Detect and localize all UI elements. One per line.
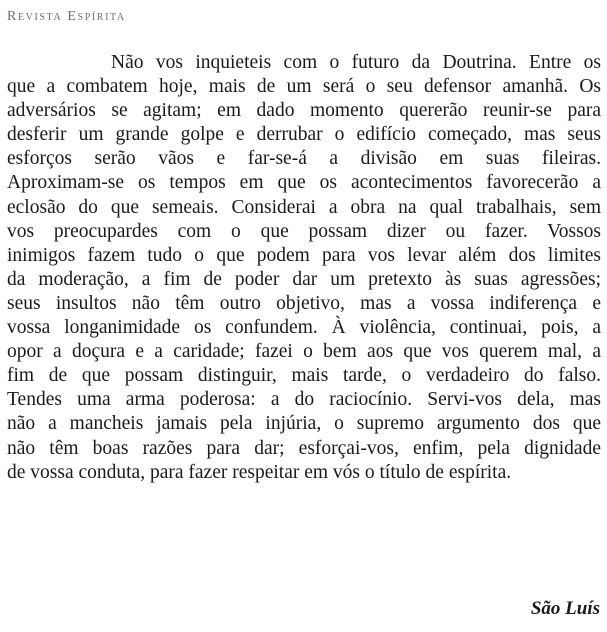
text-line: Tendes uma arma poderosa: a do raciocínio. Servi-vos dela, mas bbox=[7, 389, 601, 411]
signature: São Luís bbox=[530, 598, 600, 619]
text-line: fim de que possam distinguir, mais tarde, o verdadeiro do falso. bbox=[7, 365, 601, 387]
text-line: seus insultos não têm outro objetivo, mas a vossa indiferença e bbox=[7, 292, 601, 314]
text-line: adversários se agitam; em dado momento quererão reunir-se para bbox=[7, 100, 601, 122]
text-line: vos preocupardes com o que possam dizer ou fazer. Vossos bbox=[7, 220, 601, 242]
text-line: Aproximam-se os tempos em que os acontecimentos favorecerão a bbox=[7, 172, 601, 194]
text-line: da moderação, a fim de poder dar um pretexto às suas agressões; bbox=[7, 268, 601, 290]
text-line: eclosão do que semeais. Considerai a obra na qual trabalhais, sem bbox=[7, 196, 601, 218]
text-line: esforços serão vãos e far-se-á a divisão em suas fileiras. bbox=[7, 148, 601, 170]
text-line: desferir um grande golpe e derrubar o edifício começado, mas seus bbox=[7, 124, 601, 146]
text-line: vossa longanimidade os confundem. À violência, continuai, pois, a bbox=[7, 317, 601, 339]
text-line: que a combatem hoje, mais de um será o seu defensor amanhã. Os bbox=[7, 76, 601, 98]
text-line: de vossa conduta, para fazer respeitar em vós o título de espírita. bbox=[7, 461, 512, 483]
text-line: não a mancheis jamais pela injúria, o supremo argumento dos que bbox=[7, 413, 601, 435]
text-line: opor a doçura e a caridade; fazei o bem aos que vos querem mal, a bbox=[7, 341, 601, 363]
running-header: Revista Espírita bbox=[7, 9, 126, 24]
message-paragraph bbox=[7, 51, 601, 485]
text-line: não têm boas razões para dar; esforçai-vos, enfim, pela dignidade bbox=[7, 437, 601, 459]
text-line: inimigos fazem tudo o que podem para vos levar além dos limites bbox=[7, 244, 601, 266]
text-line: Não vos inquieteis com o futuro da Doutrina. Entre os bbox=[111, 52, 601, 73]
